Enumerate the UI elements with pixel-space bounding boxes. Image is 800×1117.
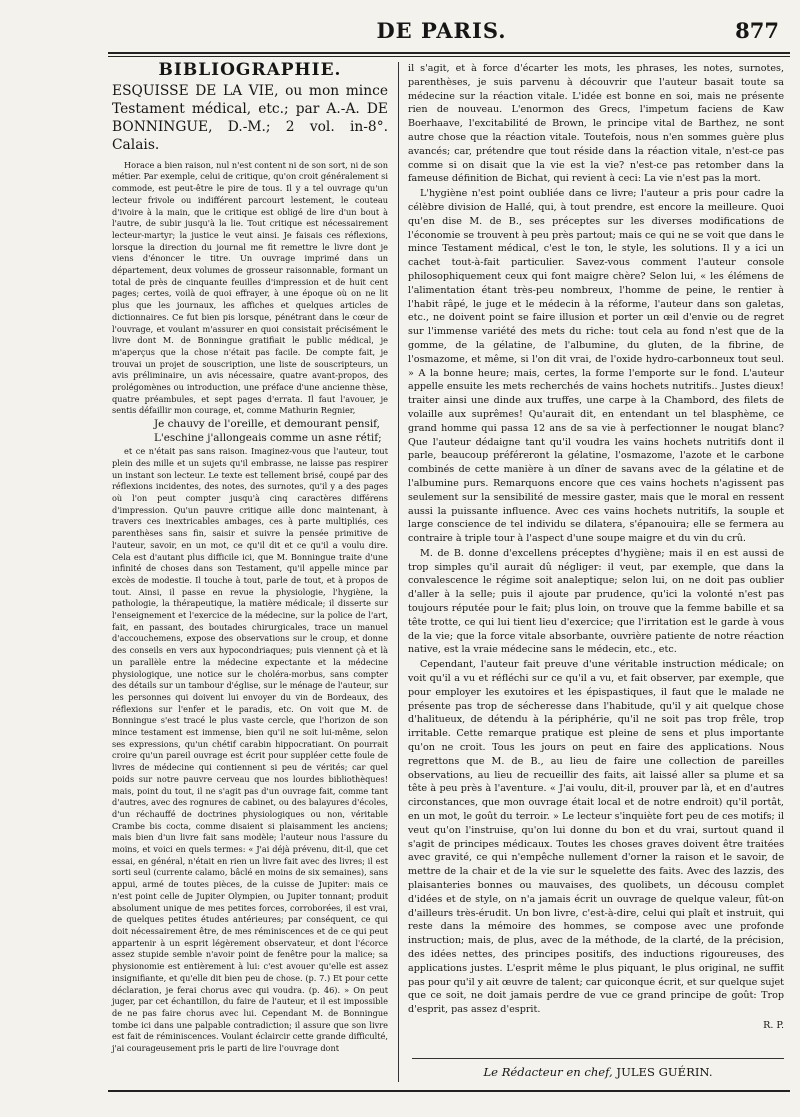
section-title: BIBLIOGRAPHIE. [158, 60, 342, 80]
running-title: DE PARIS. [376, 18, 507, 43]
left-column [112, 62, 388, 1056]
bottom-rule [108, 1090, 790, 1092]
body-paragraph: M. de B. donne d'excellens préceptes d'hygiène; mais il en est aussi de trop simples qu'il aurait dû négliger: il veut, par exemple, que dans la convalescence le régime soit analeptique; selon lui, on ne doit pas oublier d'aller à la selle; puis il ajoute par prudence, qu'ici la volonté n'est pas toujours réputée pour le fait; plus loin, on trouve que la femme babille et sa tête trotte, ce qui lui tient lieu d'exercice; que l'irritation est le garde à vous de la vie; que la force vitale absorbante, ouvrière patiente de notre réaction native, est la vraie médecine sans le médecin, etc., etc. [408, 547, 784, 656]
body-paragraph: L'hygiène n'est point oubliée dans ce livre; l'auteur a pris pour cadre la célèbre division de Hallé, qui, à tout prendre, est encore la meilleure. Quoi qu'en dise M. de B., ses préceptes sur les diverses modifications de l'économie se trouvent à peu près partout; mais ce qui ne se voit que dans le mince Testament médical, c'est le ton, le style, les solutions. Il y a ici un cachet tout-à-fait particulier. Savez-vous comment l'auteur console philosophiquement ceux qui font maigre chère? Selon lui, « les élémens de l'alimentation étant très-peu nombreux, l'homme de peine, le rentier à l'habit râpé, le juge et le médecin à la réforme, l'auteur dans son galetas, etc., ne doivent point se faire illusion et porter un œil d'envie ou de regret sur l'immense variété des mets du riche: tout cela au fond n'est que de la gomme, de la gélatine, de l'albumine, du gluten, de la fibrine, de l'osmazome, et même, si l'on dit vrai, de l'oxide hydro-carbonneux tout seul. » A la bonne heure; mais, certes, la forme l'emporte sur le fond. L'auteur appelle ensuite les mets recherchés de vains hochets nutritifs.. Justes dieux! traiter ainsi une dinde aux truffes, une carpe à la Chambord, des filets de volaille aux suprêmes! Qu'aurait dit, en entendant un tel blasphème, ce grand homme qui passa 12 ans de sa vie à perfectionner le nougat blanc? Que l'auteur dédaigne tant qu'il voudra les vains hochets nutritifs dont il parle, beaucoup préféreront la gélatine, l'osmazome, l'azote et le carbone combinés de cette manière à un dîner de savans avec de la gélatine et de l'albumine purs. Remarquons encore que ces vains hochets n'agissent pas seulement sur la sensibilité de messire gaster, mais que le moral en ressent aussi la puissante influence. Avec ces vains hochets nutritifs, la souple et large conscience de tel individu se dilatera, s'épanouira; elle se fermera au contraire à triple tour à l'aspect d'une soupe maigre et du vin du crû. [408, 188, 784, 545]
author-initials: R. P. [763, 1019, 784, 1031]
body-paragraph: Cependant, l'auteur fait preuve d'une véritable instruction médicale; on voit qu'il a vu et réfléchi sur ce qu'il a vu, et fait observer, par exemple, que pour employer les exutoires et les épispastiques, il faut que le malade ne présente pas trop de sécheresse dans l'habitude, qu'il y ait quelque chose d'halitueux, de détendu à la périphérie, qu'il ne soit pas trop frêle, trop irritable. Cette remarque pratique est pleine de sens et plus importante qu'on ne croit. Tous les jours on peut en faire des applications. Nous regrettons que M. de B., au lieu de faire une collection de pareilles observations, au lieu de recueillir des faits, ait laissé aller sa plume et sa tête à peu près à l'aventure. « J'ai voulu, dit-il, prouver par là, et en d'autres circonstances, que mon ouvrage était local et de notre endroit) qu'il portât, en un mot, le goût du terroir. » Le lecteur s'inquiète fort peu de ces motifs; il veut qu'on l'instruise, qu'on lui donne du bon et du vrai, surtout quand il s'agit de principes médicaux. Toutes les choses graves doivent être traitées avec gravité, ce qui n'empêche nullement d'orner la raison et le savoir, de mettre de la chair et de la vie sur le squelette des faits. Avec des lazzis, des plaisanteries bonnes ou mauvaises, des quolibets, un décousu complet d'idées et de style, on n'a jamais écrit un ouvrage de quelque valeur, fût-on d'ailleurs très-érudit. Un bon livre, c'est-à-dire, celui qui plaît et instruit, qui reste dans la mémoire des hommes, se compose avec une profonde instruction; mais, de plus, avec de la méthode, de la clarté, de la précision, des idées nettes, des principes positifs, des inductions rigoureuses, des applications justes. L'esprit même le plus piquant, le plus original, ne suffit pas pour qu'il y ait œuvre de talent; car quiconque écrit, et sur quelque sujet que ce soit, ne doit jamais perdre de vue ce grand principe de goût: Trop d'esprit, pas assez d'esprit. [408, 659, 784, 1016]
column-divider [398, 62, 399, 1082]
page-number: 877 [735, 18, 779, 43]
book-reference: ESQUISSE DE LA VIE, ou mon mince Testament médical, etc.; par A.-A. DE BONNINGUE, D.-M.; 2 vol. in-8°. Calais. [112, 82, 388, 153]
body-paragraph: il s'agit, et à force d'écarter les mots, les phrases, les notes, surnotes, parenthèses, je suis parvenu à découvrir que l'auteur basait toute sa médecine sur la réaction vitale. L'idée est bonne en soi, mais ne présente rien de nouveau. L'enormon des Grecs, l'impetum faciens de Kaw Boerhaave, l'excitabilité de Brown, le principe vital de Barthez, ne sont autre chose que la réaction vitale. Toutefois, nous n'en sommes guère plus avancés; car, prétendre que tout réside dans la réaction vitale, n'est-ce pas comme si on disait que la vie est la vie? n'est-ce pas retomber dans la fameuse définition de Bichat, qui revient à ceci: La vie n'est pas la mort. [408, 63, 784, 185]
verse-line: L'eschine j'allongeais comme un asne rétif; [154, 432, 382, 445]
right-column [408, 62, 784, 1033]
header-rule-thin [108, 56, 790, 57]
verse-line: Je chauvy de l'oreille, et demourant pensif, [154, 418, 380, 431]
editor-label: Le Rédacteur en chef, [483, 1065, 613, 1079]
body-paragraph: Horace a bien raison, nul n'est content ni de son sort, ni de son métier. Par exemple, celui de critique, qu'on croit généralement si commode, est peut-être le pire de tous. Il y a tel ouvrage qu'un lecteur frivole ou indifférent parcourt lestement, le couteau d'ivoire à la main, que le critique est obligé de lire d'un bout à l'autre, de subir jusqu'à la lie. Tout critique est nécessairement lecteur-martyr; la justice le veut ainsi. Je faisais ces réflexions, lorsque la direction du journal me fit remettre le livre dont je viens d'énoncer le titre. Un ouvrage imprimé dans un département, deux volumes de grosseur raisonnable, formant un total de près de cinquante feuilles d'impression et de huit cent pages; certes, voilà de quoi effrayer, à une époque où on ne lit plus que les journaux, les affiches et quelques articles de dictionnaires. Ce fut bien pis lorsque, pénétrant dans le cœur de l'ouvrage, et voulant m'assurer en quoi consistait précisément le livre dont M. de Bonningue gratifiait le public médical, je m'aperçus que la chose n'était pas facile. De compte fait, je trouvai un projet de souscription, une liste de souscripteurs, un avis préliminaire, un avis nécessaire, quatre avant-propos, des prolégomènes ou introduction, une préface d'une ancienne thèse, quatre préambules, et sept pages d'errata. Il faut l'avouer, je sentis défaillir mon courage, et, comme Mathurin Regnier, [112, 159, 388, 416]
header-rule [108, 52, 790, 54]
editor-name: JULES GUÉRIN. [616, 1065, 713, 1079]
footer-rule [412, 1058, 784, 1059]
page-header [104, 18, 779, 46]
body-paragraph: et ce n'était pas sans raison. Imaginez-vous que l'auteur, tout plein des mille et un sujets qu'il embrasse, ne laisse pas respirer un instant son lecteur. Le texte est tellement brisé, coupé par des réflexions incidentes, des notes, des surnotes, qu'il y a des pages où l'on peut compter jusqu'à cinq caractères différens d'impression. Qu'un pauvre critique aille donc maintenant, à travers ces inextricables ambages, ces à parte multipliés, ces parenthèses sans fin, saisir et suivre la pensée primitive de l'auteur, savoir, en un mot, ce qu'il dit et ce qu'il a voulu dire. Cela est d'autant plus difficile ici, que M. Bonningue traite d'une infinité de choses dans son Testament, qu'il appelle mince par excès de modestie. Il touche à tout, parle de tout, et à propos de tout. Ainsi, il passe en revue la physiologie, l'hygiène, la pathologie, la thérapeutique, la matière médicale; il disserte sur l'enseignement et l'exercice de la médecine, sur la police de l'art, fait, en passant, des boutades chirurgicales, trace un manuel d'accouchemens, expose des observations sur le croup, et donne des conseils en vers aux hypocondriaques; puis viennent çà et là un parallèle entre la médecine expectante et la médecine physiologique, une notice sur le choléra-morbus, sans compter des détails sur un tambour d'église, sur le ménage de l'auteur, sur les personnes qui doivent lui envoyer du vin de Bordeaux, des réflexions sur l'enfer et le paradis, etc. On voit que M. de Bonningue s'est tracé le plus vaste cercle, que l'horizon de son mince testament est immense, bien qu'il ne soit lui-même, selon ses expressions, qu'un chétif carabin hippocratiant. On pourrait croire qu'un pareil ouvrage est écrit pour suppléer cette foule de livres de médecine qui contiennent si peu de vérités; car quel poids sur notre pauvre cerveau que nos lourdes bibliothèques! mais, point du tout, il ne s'agit pas d'un ouvrage fait, comme tant d'autres, avec des rognures de cabinet, ou des balayures d'écoles, d'un réchauffé de doctrines physiologiques ou non, véritable Crambe bis cocta, comme disaient si plaisamment les anciens; mais bien d'un livre fait sans modèle; l'auteur nous l'assure du moins, et voici en quels termes: « J'ai déjà prévenu, dit-il, que cet essai, en général, n'était en rien un livre fait avec des livres; il est sorti seul (currente calamo, bâclé en moins de six semaines), sans appui, armé de toutes pièces, de la cuisse de Jupiter: mais ce n'est point celle de Jupiter Olympien, ou Jupiter tonnant; produit absolument unique de mes petites forces, corroborées, il est vrai, de quelques petites études antérieures; par conséquent, ce qui doit nécessairement être, de mes réminiscences et de ce qui peut appartenir à un esprit légèrement observateur, et dont l'écorce assez stupide semble n'avoir point de fenêtre pour la malice; sa physionomie est entièrement à lui: c'est avouer qu'elle est assez insignifiante, et qu'elle dit bien peu de chose. (p. 7.) Et pour cette déclaration, je ferai chorus avec qui voudra. (p. 46). » On peut juger, par cet échantillon, du faire de l'auteur, et il est impossible de ne pas faire chorus avec lui. Cependant M. de Bonningue tombe ici dans une palpable contradiction; il assure que son livre est fait de réminiscences. Voulant éclaircir cette grande difficulté, j'ai courageusement pris le parti de lire l'ouvrage dont [112, 446, 388, 1054]
editor-line [412, 1065, 784, 1079]
